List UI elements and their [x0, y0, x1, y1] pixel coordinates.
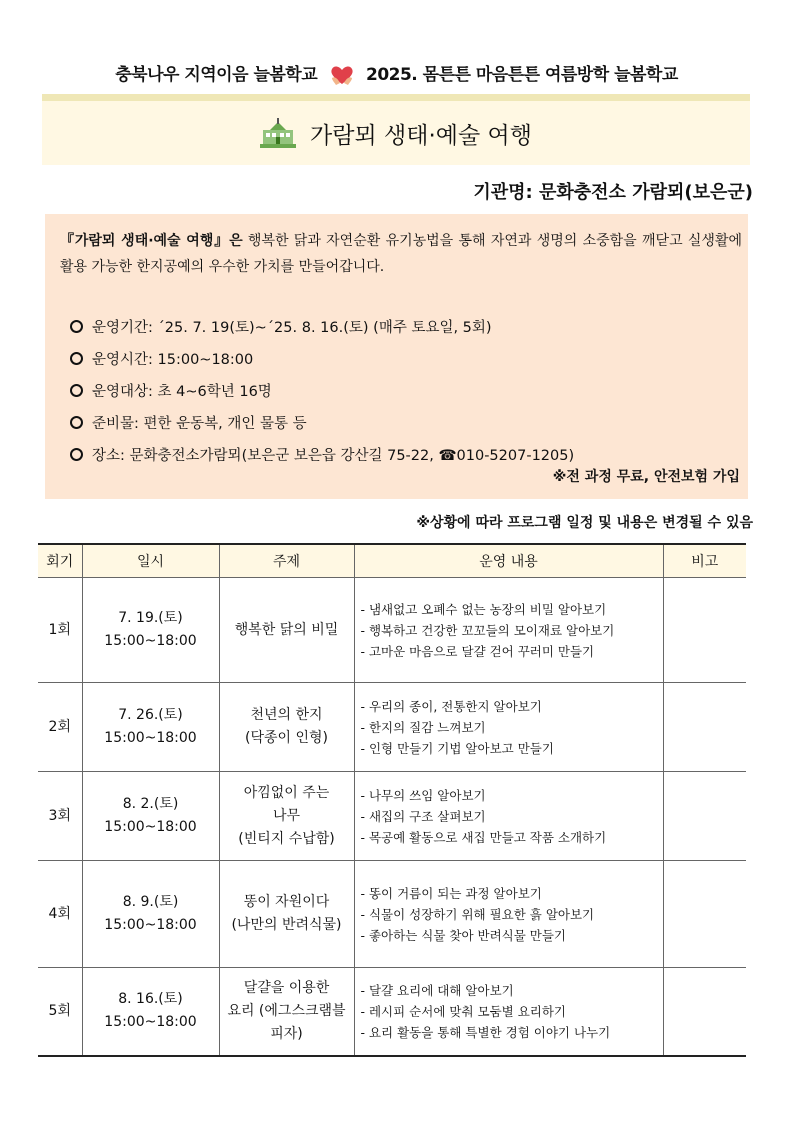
column-header: 회기 — [38, 544, 82, 578]
free-note: ※전 과정 무료, 안전보험 가입 — [552, 469, 740, 485]
header-divider — [42, 94, 750, 101]
session-cell: 2회 — [38, 683, 82, 772]
schedule-table — [38, 543, 746, 1057]
intro-text — [60, 228, 742, 280]
session-cell: 4회 — [38, 861, 82, 968]
datetime-cell: 8. 16.(토) 15:00~18:00 — [82, 968, 219, 1056]
note-cell — [663, 683, 746, 772]
organization-name: 기관명: 문화충전소 가람뫼(보은군) — [473, 182, 753, 203]
circle-bullet-icon — [70, 416, 83, 429]
session-cell: 3회 — [38, 772, 82, 861]
circle-bullet-icon — [70, 352, 83, 365]
circle-bullet-icon — [70, 320, 83, 333]
circle-bullet-icon — [70, 384, 83, 397]
list-item: 장소: 문화충전소가람뫼(보은군 보은읍 강산길 75-22, ☎010-5207-1205) — [70, 438, 574, 470]
page-title: 가람뫼 생태·예술 여행 — [310, 122, 532, 149]
datetime-cell: 7. 26.(토) 15:00~18:00 — [82, 683, 219, 772]
program-name: 『가람뫼 생태·예술 여행』은 — [60, 233, 243, 249]
column-header: 운영 내용 — [354, 544, 663, 578]
program-description: 행복한 닭과 자연순환 유기농법을 통해 자연과 생명의 소중함을 깨닫고 실생활에 활용 가능한 한지공예의 우수한 가치를 만들어갑니다. — [60, 233, 742, 275]
column-header: 주제 — [219, 544, 354, 578]
topic-cell: 행복한 닭의 비밀 — [219, 578, 354, 683]
content-cell: - 달걀 요리에 대해 알아보기 - 레시피 순서에 맞춰 모둠별 요리하기 - 요리 활동을 통해 특별한 경험 이야기 나누기 — [354, 968, 663, 1056]
session-cell: 1회 — [38, 578, 82, 683]
topic-cell: 아낌없이 주는 나무 (빈티지 수납함) — [219, 772, 354, 861]
note-cell — [663, 968, 746, 1056]
topic-cell: 똥이 자원이다 (나만의 반려식물) — [219, 861, 354, 968]
note-cell — [663, 861, 746, 968]
column-header: 비고 — [663, 544, 746, 578]
content-cell: - 우리의 종이, 전통한지 알아보기 - 한지의 질감 느껴보기 - 인형 만들기 기법 알아보고 만들기 — [354, 683, 663, 772]
document-header — [0, 60, 793, 86]
list-item: 운영시간: 15:00~18:00 — [70, 342, 574, 374]
session-cell: 5회 — [38, 968, 82, 1056]
datetime-cell: 8. 2.(토) 15:00~18:00 — [82, 772, 219, 861]
table-row — [38, 772, 746, 861]
note-cell — [663, 578, 746, 683]
header-program-name: 충북나우 지역이음 늘봄학교 — [115, 65, 318, 85]
table-header-row — [38, 544, 746, 578]
note-cell — [663, 772, 746, 861]
topic-cell: 천년의 한지 (닥종이 인형) — [219, 683, 354, 772]
table-row — [38, 683, 746, 772]
school-building-icon — [260, 118, 296, 148]
table-row — [38, 578, 746, 683]
topic-cell: 달걀을 이용한 요리 (에그스크램블 피자) — [219, 968, 354, 1056]
content-cell: - 나무의 쓰임 알아보기 - 새집의 구조 살펴보기 - 목공예 활동으로 새집 만들고 작품 소개하기 — [354, 772, 663, 861]
datetime-cell: 7. 19.(토) 15:00~18:00 — [82, 578, 219, 683]
list-item: 준비물: 편한 운동복, 개인 물통 등 — [70, 406, 574, 438]
column-header: 일시 — [82, 544, 219, 578]
circle-bullet-icon — [70, 448, 83, 461]
content-cell: - 똥이 거름이 되는 과정 알아보기 - 식물이 성장하기 위해 필요한 흙 알아보기 - 좋아하는 식물 찾아 반려식물 만들기 — [354, 861, 663, 968]
table-row — [38, 968, 746, 1056]
title-band — [42, 101, 750, 165]
content-cell: - 냄새없고 오폐수 없는 농장의 비밀 알아보기 - 행복하고 건강한 꼬꼬들의 모이재료 알아보기 - 고마운 마음으로 달걀 걷어 꾸러미 만들기 — [354, 578, 663, 683]
list-item: 운영대상: 초 4~6학년 16명 — [70, 374, 574, 406]
list-item: 운영기간: ´25. 7. 19(토)~´25. 8. 16.(토) (매주 토요일, 5회) — [70, 310, 574, 342]
header-camp-name: 2025. 몸튼튼 마음튼튼 여름방학 늘봄학교 — [365, 65, 678, 85]
datetime-cell: 8. 9.(토) 15:00~18:00 — [82, 861, 219, 968]
change-note: ※상황에 따라 프로그램 일정 및 내용은 변경될 수 있음 — [416, 515, 753, 531]
info-list — [70, 310, 574, 470]
intro-box — [45, 214, 748, 499]
table-row — [38, 861, 746, 968]
hands-heart-icon — [329, 64, 355, 86]
